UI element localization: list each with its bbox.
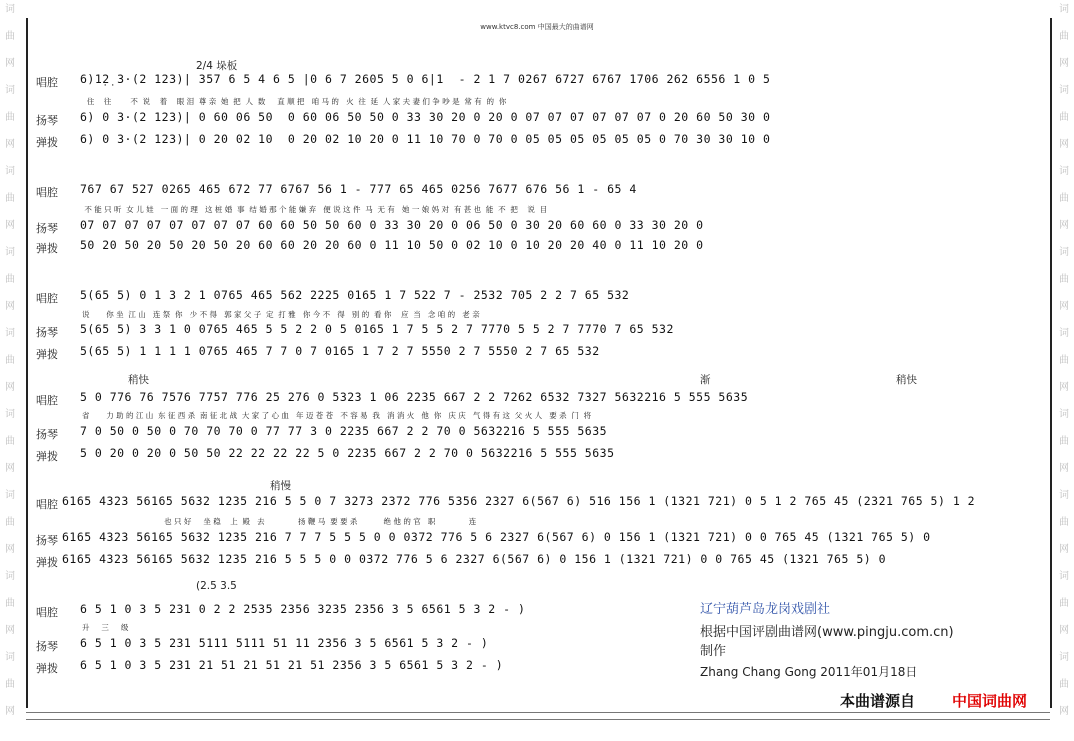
watermark-glyph: 曲 — [5, 112, 15, 123]
part-label-vocal: 唱腔 — [36, 498, 58, 511]
part-label-pipa: 弹拨 — [36, 348, 58, 361]
erhu-line: 5(65 5) 3 3 1 0 0765 465 5 5 2 2 0 5 0165 1 7 5 5 2 7 7770 5 5 2 7 7770 7 65 532 — [80, 322, 674, 336]
left-watermark-strip — [0, 0, 20, 741]
erhu-line: 6165 4323 56165 5632 1235 216 7 7 7 5 5 5 0 0 0372 776 5 6 2327 6(567 6) 0 156 1 (1321 721) 0 0 765 45 (1321 765 5) 0 — [62, 530, 931, 544]
erhu-line: 07 07 07 07 07 07 07 07 60 60 50 50 60 0 33 30 20 0 06 50 0 30 20 60 60 0 33 30 20 0 — [80, 218, 704, 232]
part-label-vocal: 唱腔 — [36, 292, 58, 305]
bottom-border — [26, 712, 1050, 720]
part-label-pipa: 弹拨 — [36, 556, 58, 569]
header-url: www.ktvc8.com 中国最大的曲谱网 — [480, 23, 594, 31]
watermark-glyph: 词 — [1059, 571, 1069, 582]
watermark-glyph: 词 — [5, 166, 15, 177]
watermark-glyph: 网 — [1059, 463, 1069, 474]
credits-block — [700, 598, 960, 680]
right-watermark-strip — [1054, 0, 1074, 741]
vocal-line: 6165 4323 56165 5632 1235 216 5 5 0 7 3273 2372 776 5356 2327 6(567 6) 516 156 1 (1321 721) 0 5 1 2 765 45 (2321 765 5) 1 2 — [62, 494, 976, 508]
watermark-glyph: 网 — [1059, 544, 1069, 555]
part-label-pipa: 弹拨 — [36, 662, 58, 675]
watermark-glyph: 词 — [1059, 247, 1069, 258]
tempo-mark: (2.5 3.5 — [196, 580, 237, 592]
erhu-line: 7 0 50 0 50 0 70 70 70 0 77 77 3 0 2235 667 2 2 70 0 5632216 5 555 5635 — [80, 424, 608, 438]
pipa-line: 6 5 1 0 3 5 231 21 51 21 51 21 51 2356 3 5 6561 5 3 2 - ) — [80, 658, 504, 672]
part-label-erhu: 扬琴 — [36, 428, 58, 441]
watermark-glyph: 网 — [5, 139, 15, 150]
credits-troupe: 辽宁葫芦岛龙岗戏剧社 — [700, 602, 831, 617]
vocal-line: 6 5 1 0 3 5 231 0 2 2 2535 2356 3235 2356 3 5 6561 5 3 2 - ) — [80, 602, 526, 616]
watermark-glyph: 曲 — [5, 679, 15, 690]
pipa-line: 50 20 50 20 50 20 50 20 60 60 20 20 60 0 11 10 50 0 02 10 0 10 20 20 40 0 11 10 20 0 — [80, 238, 704, 252]
part-label-vocal: 唱腔 — [36, 394, 58, 407]
footer-brand-link[interactable]: 中国词曲网 — [952, 692, 1028, 710]
watermark-glyph: 网 — [5, 544, 15, 555]
watermark-glyph: 网 — [5, 220, 15, 231]
part-label-vocal: 唱腔 — [36, 76, 58, 89]
watermark-glyph: 网 — [5, 706, 15, 717]
watermark-glyph: 曲 — [5, 31, 15, 42]
tempo-mark: 渐 — [700, 374, 711, 386]
part-label-erhu: 扬琴 — [36, 534, 58, 547]
watermark-glyph: 曲 — [1059, 193, 1069, 204]
erhu-line: 6) 0 3·(2 123)| 0 60 06 50 0 60 06 50 50 0 33 30 20 0 20 0 07 07 07 07 07 07 0 20 60 50 30 0 — [80, 110, 771, 124]
watermark-glyph: 网 — [1059, 139, 1069, 150]
watermark-glyph: 词 — [5, 490, 15, 501]
credits-author-date: Zhang Chang Gong 2011年01月18日 — [700, 665, 918, 679]
vocal-line: 5(65 5) 0 1 3 2 1 0765 465 562 2225 0165 1 7 522 7 - 2532 705 2 2 7 65 532 — [80, 288, 630, 302]
watermark-glyph: 词 — [1059, 85, 1069, 96]
part-label-erhu: 扬琴 — [36, 326, 58, 339]
part-label-pipa: 弹拨 — [36, 242, 58, 255]
watermark-glyph: 词 — [5, 4, 15, 15]
watermark-glyph: 词 — [1059, 328, 1069, 339]
watermark-glyph: 曲 — [5, 355, 15, 366]
watermark-glyph: 曲 — [5, 598, 15, 609]
vocal-line: 5 0 776 76 7576 7757 776 25 276 0 5323 1 06 2235 667 2 2 7262 6532 7327 5632216 5 555 5635 — [80, 390, 749, 404]
watermark-glyph: 网 — [1059, 220, 1069, 231]
watermark-glyph: 曲 — [1059, 355, 1069, 366]
watermark-glyph: 词 — [1059, 490, 1069, 501]
watermark-glyph: 曲 — [5, 517, 15, 528]
watermark-glyph: 曲 — [1059, 274, 1069, 285]
tempo-mark: 稍慢 — [270, 480, 291, 492]
watermark-glyph: 曲 — [1059, 517, 1069, 528]
pipa-line: 5(65 5) 1 1 1 1 0765 465 7 7 0 7 0165 1 7 2 7 5550 2 7 5550 2 7 65 532 — [80, 344, 600, 358]
part-label-pipa: 弹拨 — [36, 450, 58, 463]
watermark-glyph: 网 — [1059, 706, 1069, 717]
watermark-glyph: 曲 — [5, 436, 15, 447]
watermark-glyph: 网 — [5, 301, 15, 312]
part-label-vocal: 唱腔 — [36, 186, 58, 199]
watermark-glyph: 网 — [1059, 301, 1069, 312]
lyrics-line: 也 只 好 坐 稳 上 殿 去 扬 鞭 马 要 要 杀 绝 他 的 官 职 连 — [64, 517, 477, 526]
lyrics-line: 升 三 级 — [82, 623, 129, 632]
watermark-glyph: 词 — [5, 85, 15, 96]
watermark-glyph: 词 — [1059, 166, 1069, 177]
watermark-glyph: 词 — [1059, 652, 1069, 663]
watermark-glyph: 网 — [1059, 625, 1069, 636]
watermark-glyph: 词 — [1059, 4, 1069, 15]
part-label-pipa: 弹拨 — [36, 136, 58, 149]
tempo-mark: 稍快 — [128, 374, 149, 386]
watermark-glyph: 网 — [1059, 58, 1069, 69]
watermark-glyph: 曲 — [5, 274, 15, 285]
watermark-glyph: 网 — [5, 382, 15, 393]
lyrics-line: 省 力 助 的 江 山 东 征 西 杀 南 征 北 战 大 家 了 心 血 年 迈 苍 苍 不 容 易 我 消 消 火 他 你 庆 庆 气 得 有 这 父 火 人 要 杀 门 将 — [82, 411, 592, 420]
vocal-line: 767 67 527 0265 465 672 77 6767 56 1 - 777 65 465 0256 7677 676 56 1 - 65 4 — [80, 182, 637, 196]
tempo-mark: 2/4 垛板 — [196, 60, 238, 72]
part-label-erhu: 扬琴 — [36, 640, 58, 653]
pipa-line: 6165 4323 56165 5632 1235 216 5 5 5 0 0 0372 776 5 6 2327 6(567 6) 0 156 1 (1321 721) 0 0 765 45 (1321 765 5) 0 — [62, 552, 887, 566]
vocal-line: 6)1̣2̣ 3·(2 123)| 357 6 5 4 6 5 |0 6 7 2605 5 0 6|1 - 2 1 7 0267 6727 6767 1706 262 6556 1 0 5 — [80, 72, 771, 86]
lyrics-line: 住 往 不 说 着 眼 泪 尊 亲 她 把 人 数 直 顺 把 咱 马 的 火 往 延 人 家 夫 妻 们 争 吵 是 常 有 的 你 — [82, 97, 507, 106]
watermark-glyph: 曲 — [5, 193, 15, 204]
footer-source-label: 本曲谱源自 — [840, 692, 916, 710]
watermark-glyph: 曲 — [1059, 112, 1069, 123]
watermark-glyph: 词 — [5, 652, 15, 663]
lyrics-line: 说 你 坐 江 山 连 祭 你 少 不 得 郭 家 父 子 定 打 雅 你 今 不 得 别 的 看 你 应 当 念 咱 的 老 亲 — [82, 310, 480, 319]
watermark-glyph: 曲 — [1059, 436, 1069, 447]
watermark-glyph: 词 — [1059, 409, 1069, 420]
tempo-mark: 稍快 — [896, 374, 917, 386]
watermark-glyph: 词 — [5, 328, 15, 339]
watermark-glyph: 词 — [5, 409, 15, 420]
pipa-line: 6) 0 3·(2 123)| 0 20 02 10 0 20 02 10 20 0 11 10 70 0 70 0 05 05 05 05 05 05 0 70 30 30 10 0 — [80, 132, 771, 146]
watermark-glyph: 词 — [5, 247, 15, 258]
credits-source: 根据中国评剧曲谱网(www.pingju.com.cn)制作 — [700, 625, 954, 659]
pipa-line: 5 0 20 0 20 0 50 50 22 22 22 22 5 0 2235 667 2 2 70 0 5632216 5 555 5635 — [80, 446, 615, 460]
part-label-erhu: 扬琴 — [36, 222, 58, 235]
watermark-glyph: 网 — [5, 625, 15, 636]
watermark-glyph: 曲 — [1059, 31, 1069, 42]
erhu-line: 6 5 1 0 3 5 231 5111 5111 51 11 2356 3 5 6561 5 3 2 - ) — [80, 636, 489, 650]
part-label-vocal: 唱腔 — [36, 606, 58, 619]
watermark-glyph: 网 — [5, 58, 15, 69]
watermark-glyph: 网 — [5, 463, 15, 474]
watermark-glyph: 网 — [1059, 382, 1069, 393]
lyrics-line: 不 能 只 听 女 儿 娃 一 面 的 理 这 桩 婚 事 结 婚 那 个 能 嫌 弃 便 说 这 件 马 无 有 她 一 娘 妈 对 有 甚 也 能 不 把 说 目 — [82, 205, 548, 214]
watermark-glyph: 曲 — [1059, 679, 1069, 690]
part-label-erhu: 扬琴 — [36, 114, 58, 127]
watermark-glyph: 词 — [5, 571, 15, 582]
watermark-glyph: 曲 — [1059, 598, 1069, 609]
